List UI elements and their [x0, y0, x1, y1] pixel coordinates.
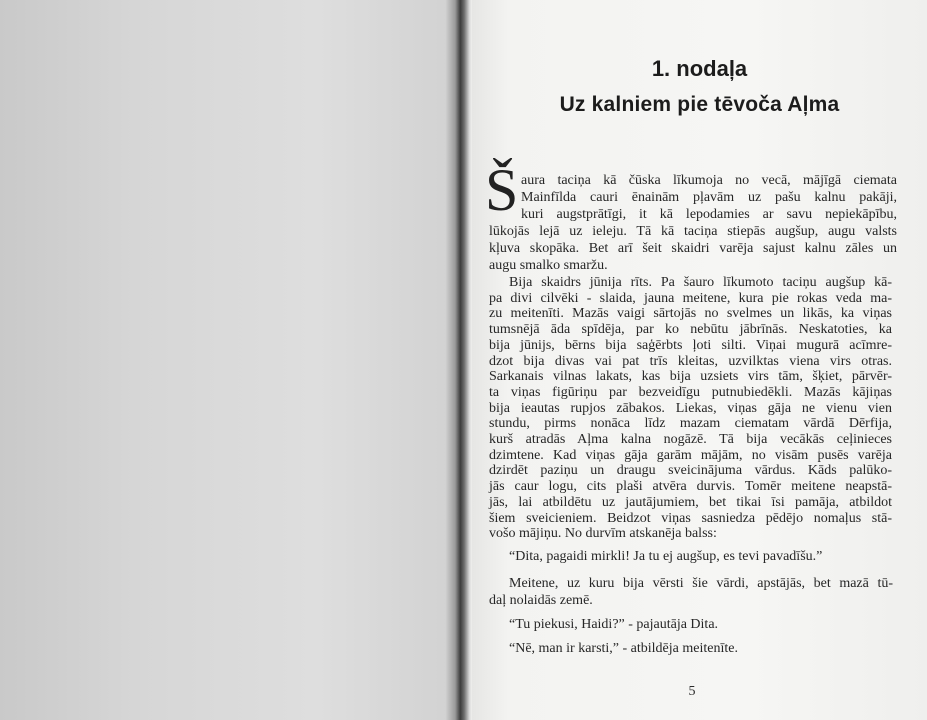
text-line: “Tu piekusi, Haidi?” - pajautāja Dita.: [509, 617, 719, 632]
text-line: bija jūnijs, bērns bija saģērbts ļoti silti. Viņai mugurā acīmre-: [489, 337, 892, 353]
text-line: aura taciņa kā čūska līkumoja no vecā, mājīgā ciemata: [521, 173, 897, 188]
text-line: jās, lai atbildētu uz jautājumiem, bet tikai īsi pamāja, atbildot: [489, 494, 892, 510]
text-line: kuri augstprātīgi, it kā lepodamies ar savu nepiekāpību,: [521, 207, 897, 222]
text-line: ta viņas figūriņu par bezveidīgu putnubiedēkli. Mazās kājiņas: [489, 384, 892, 400]
text-line: Meitene, uz kuru bija vērsti šie vārdi, apstājās, bet mazā tū-: [509, 575, 893, 591]
text-line: zu meitenīti. Mazās vaigi sārtojās no svelmes un likās, ka viņas: [489, 306, 892, 322]
text-line: dzot bija divas vai pat trīs kleitas, uzvilktas viena virs otras.: [489, 353, 892, 369]
text-line: dzimtene. Kad viņas gāja garām mājām, no visām pusēs varēja: [489, 447, 892, 463]
text-line: dzirdēt paziņu un draugu sveicinājuma vārdus. Kāds palūko-: [489, 463, 892, 479]
text-line: kurš atradās Aļma kalna nogāzē. Tā bija vecākās ceļinieces: [489, 432, 892, 447]
text-line: daļ nolaidās zemē.: [489, 592, 593, 608]
text-line: Mainfīlda cauri ēnainām pļavām uz pašu kalnu pakāji,: [521, 190, 897, 205]
chapter-title: Uz kalniem pie tēvoča Aļma: [559, 93, 840, 116]
text-line: “Nē, man ir karsti,” - atbildēja meitenīte.: [509, 641, 738, 656]
text-line: šiem sveicieniem. Beidzot viņas sasniedza pēdējo nomaļus stā-: [489, 510, 892, 526]
text-line: Bija skaidrs jūnija rīts. Pa šauro līkumoto taciņu augšup kā-: [509, 275, 892, 290]
book-gutter: [446, 0, 472, 720]
text-line: vošo mājiņu. No durvīm atskanēja balss:: [489, 526, 717, 542]
text-line: kļuva skopāka. Bet arī šeit skaidri varēja sajust kalnu zāles un: [489, 241, 897, 256]
text-line: tumsnējā āda spīdēja, par ko nebūtu jābrīnās. Neskatoties, ka: [489, 322, 892, 338]
text-line: lūkojās lejā uz ieleju. Tā kā taciņa stiepās augšup, augu valsts: [489, 224, 897, 239]
text-line: jās caur logu, cits plaši atvēra durvis. Tomēr meitene neapstā-: [489, 479, 892, 495]
drop-cap: Š: [485, 157, 519, 223]
text-line: pa divi cilvēki - slaida, jauna meitene, kura pie rokas veda ma-: [489, 290, 892, 306]
text-line: Sarkanais vilnas lakats, kas bija uzsiets virs tām, šķiet, pārvēr-: [489, 369, 892, 385]
left-page: [0, 0, 452, 720]
page-number: 5: [688, 684, 696, 699]
chapter-number: 1. nodaļa: [651, 56, 748, 81]
text-line: “Dita, pagaidi mirkli! Ja tu ej augšup, es tevi pavadīšu.”: [509, 549, 823, 564]
text-line: bija ieautas rupjos zābakos. Liekas, viņas gāja ne vienu vien: [489, 400, 892, 416]
text-line: augu smalko smaržu.: [489, 258, 608, 273]
text-line: stundu, pirms nonāca līdz mazam ciematam vārdā Dērfija,: [489, 416, 892, 432]
